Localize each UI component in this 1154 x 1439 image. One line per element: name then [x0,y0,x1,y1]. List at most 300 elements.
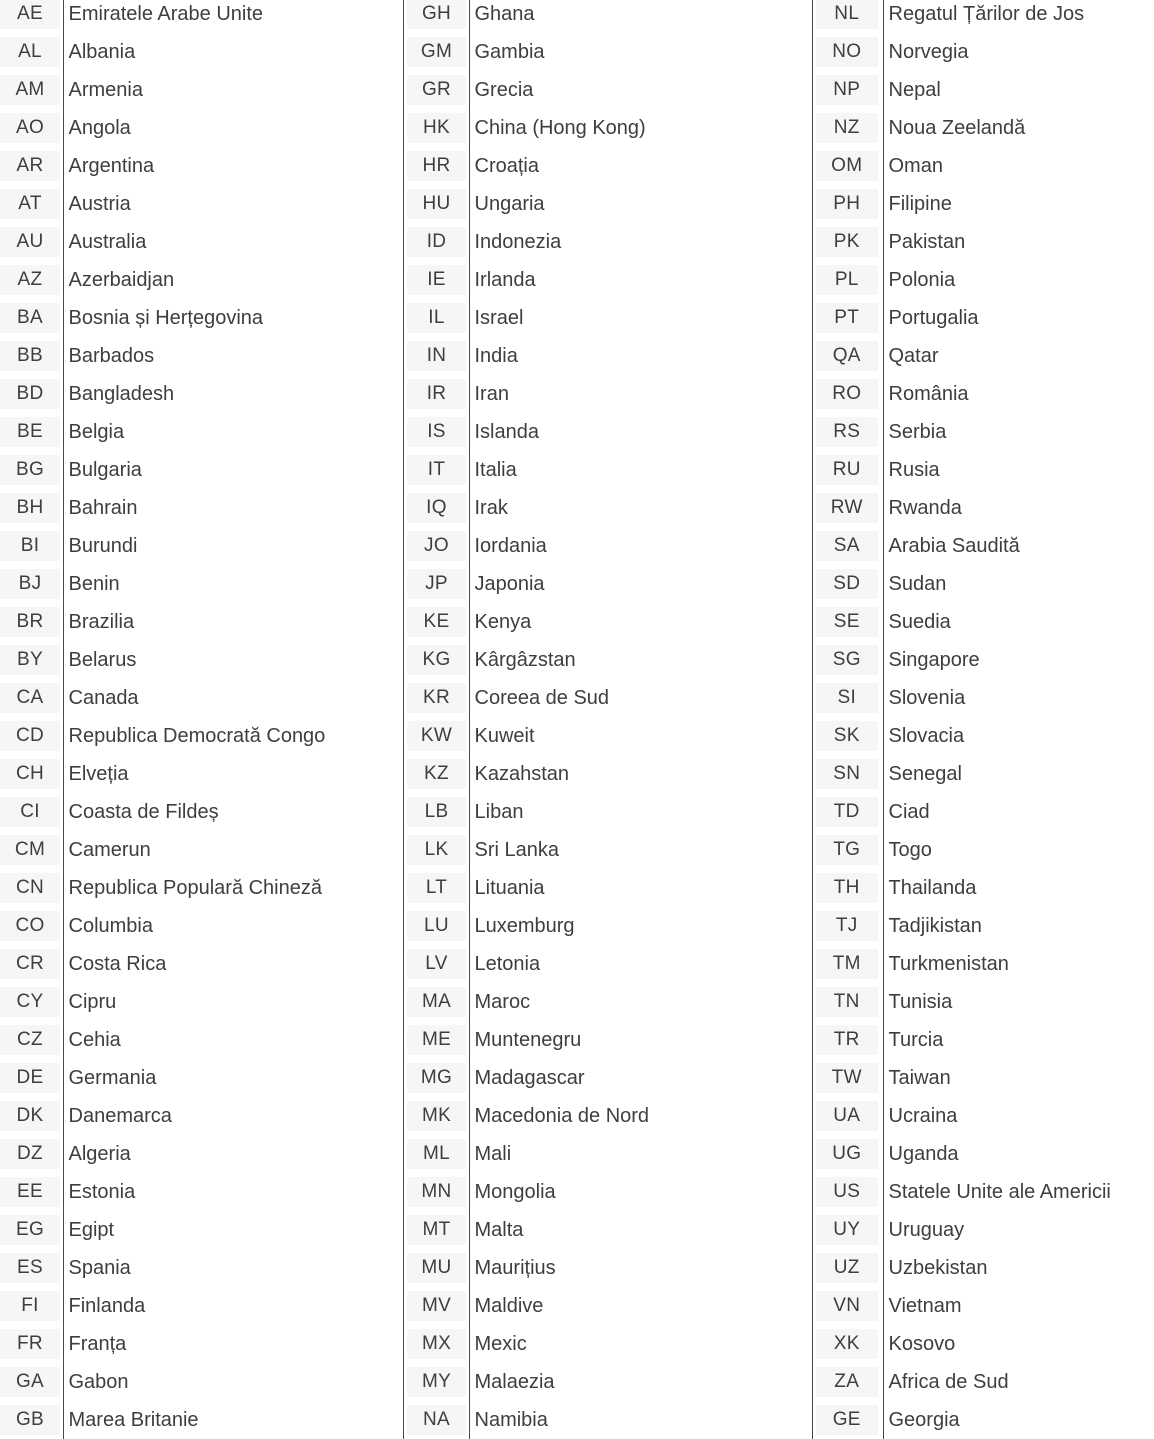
country-code-cell: CA [0,683,60,713]
country-code-column-cell [0,755,63,793]
country-code-column-cell [404,869,469,907]
country-code-column-cell [404,603,469,641]
table-row [0,717,403,755]
country-code-column-cell [0,945,63,983]
country-code-column-cell [404,33,469,71]
country-code-column-cell [404,755,469,793]
country-code-cell: CZ [0,1025,60,1055]
country-code-cell: PH [816,189,878,219]
country-code-column-cell [404,1135,469,1173]
country-code-column-cell [813,1211,883,1249]
table-row [813,375,1154,413]
country-code-column-cell [0,375,63,413]
country-name-cell: Coasta de Fildeș [63,793,404,831]
country-code-column-cell [813,603,883,641]
table-row [0,109,403,147]
table-row [404,413,812,451]
country-code-column-cell [0,1135,63,1173]
country-name-cell: Lituania [469,869,813,907]
country-name-cell: Burundi [63,527,404,565]
country-code-cell: BY [0,645,60,675]
country-code-column-cell [0,1401,63,1439]
country-code-cell: KW [407,721,466,751]
country-code-cell: JO [407,531,466,561]
country-code-column-cell [813,71,883,109]
table-row [404,1059,812,1097]
country-code-cell: CD [0,721,60,751]
table-row [0,793,403,831]
country-name-cell: Bosnia și Herțegovina [63,299,404,337]
table-row [0,451,403,489]
country-code-column-cell [0,793,63,831]
country-code-column-cell [404,1401,469,1439]
table-row [813,1173,1154,1211]
country-code-column-cell [0,185,63,223]
table-row [404,375,812,413]
country-code-cell: AO [0,113,60,143]
country-code-cell: ID [407,227,466,257]
country-code-cell: ME [407,1025,466,1055]
country-code-column-cell [813,33,883,71]
country-code-column-cell [404,1097,469,1135]
country-code-cell: SI [816,683,878,713]
country-name-cell: Pakistan [883,223,1154,261]
country-code-column-cell [813,1021,883,1059]
table-row [404,147,812,185]
country-name-cell: România [883,375,1154,413]
table-row [0,1211,403,1249]
country-code-column-cell [0,1059,63,1097]
country-code-column-cell [0,109,63,147]
table-row [813,1363,1154,1401]
country-name-cell: Namibia [469,1401,813,1439]
country-code-cell: LK [407,835,466,865]
country-code-column-cell [813,451,883,489]
table-row [0,33,403,71]
country-name-cell: Noua Zeelandă [883,109,1154,147]
country-name-cell: Taiwan [883,1059,1154,1097]
table-row [813,0,1154,33]
country-name-cell: Austria [63,185,404,223]
country-name-cell: Maroc [469,983,813,1021]
country-code-cell: CO [0,911,60,941]
country-code-cell: NO [816,37,878,67]
country-name-cell: Singapore [883,641,1154,679]
country-code-column-cell [404,717,469,755]
country-code-column-cell [0,869,63,907]
country-name-cell: Japonia [469,565,813,603]
table-row [0,831,403,869]
country-code-cell: AZ [0,265,60,295]
table-row [813,793,1154,831]
country-code-cell: EE [0,1177,60,1207]
country-name-cell: Irlanda [469,261,813,299]
country-code-cell: MG [407,1063,466,1093]
country-code-cell: GE [816,1405,878,1435]
country-name-cell: Bahrain [63,489,404,527]
country-code-cell: RS [816,417,878,447]
country-name-cell: Coreea de Sud [469,679,813,717]
table-row [0,337,403,375]
table-row [404,755,812,793]
country-name-cell: Portugalia [883,299,1154,337]
country-code-cell: ML [407,1139,466,1169]
country-code-cell: BH [0,493,60,523]
country-name-cell: Danemarca [63,1097,404,1135]
table-row [404,641,812,679]
country-name-cell: Regatul Țărilor de Jos [883,0,1154,33]
country-code-cell: MU [407,1253,466,1283]
country-name-cell: Belarus [63,641,404,679]
country-code-cell: GB [0,1405,60,1435]
country-code-column-cell [0,1249,63,1287]
table-row [813,71,1154,109]
country-code-column-cell [0,261,63,299]
table-row [813,679,1154,717]
country-code-cell: XK [816,1329,878,1359]
country-code-cell: US [816,1177,878,1207]
country-name-cell: Malta [469,1211,813,1249]
table-row [813,907,1154,945]
country-name-cell: Ghana [469,0,813,33]
country-code-column-cell [813,983,883,1021]
table-row [813,983,1154,1021]
country-name-cell: Germania [63,1059,404,1097]
table-row [404,565,812,603]
table-row [404,1173,812,1211]
table-row [813,1401,1154,1439]
table-row [813,413,1154,451]
country-code-cell: MY [407,1367,466,1397]
table-row [404,489,812,527]
country-code-column-cell [813,147,883,185]
country-code-column-cell [0,1363,63,1401]
table-row [0,907,403,945]
country-code-column-cell [0,679,63,717]
table-row [813,299,1154,337]
country-name-cell: Statele Unite ale Americii [883,1173,1154,1211]
country-name-cell: Emiratele Arabe Unite [63,0,404,33]
country-code-cell: BD [0,379,60,409]
country-code-cell: BA [0,303,60,333]
country-code-cell: IT [407,455,466,485]
country-table-column-3 [812,0,1154,1439]
country-code-cell: UZ [816,1253,878,1283]
country-name-cell: Kazahstan [469,755,813,793]
table-row [404,793,812,831]
country-name-cell: Ucraina [883,1097,1154,1135]
country-code-column-cell [813,1135,883,1173]
table-row [0,0,403,33]
table-row [404,1287,812,1325]
country-name-cell: Azerbaidjan [63,261,404,299]
country-code-column-cell [0,147,63,185]
table-row [0,945,403,983]
country-code-cell: SN [816,759,878,789]
country-name-cell: Oman [883,147,1154,185]
country-code-cell: SA [816,531,878,561]
country-code-column-cell [404,907,469,945]
country-code-cell: IE [407,265,466,295]
country-code-column-cell [813,1173,883,1211]
table-row [813,869,1154,907]
country-code-cell: AR [0,151,60,181]
country-code-column-cell [813,679,883,717]
country-code-column-cell [404,1287,469,1325]
country-name-cell: Egipt [63,1211,404,1249]
table-row [404,717,812,755]
country-code-column-cell [813,755,883,793]
table-row [404,527,812,565]
country-name-cell: Indonezia [469,223,813,261]
table-row [404,907,812,945]
country-code-cell: HK [407,113,466,143]
country-code-cell: BG [0,455,60,485]
country-code-column-cell [404,565,469,603]
country-code-cell: MV [407,1291,466,1321]
country-code-column-cell [813,1363,883,1401]
country-code-cell: LB [407,797,466,827]
country-code-cell: DE [0,1063,60,1093]
country-code-column-cell [0,33,63,71]
country-code-cell: AL [0,37,60,67]
country-name-cell: Albania [63,33,404,71]
country-name-cell: Belgia [63,413,404,451]
country-name-cell: Serbia [883,413,1154,451]
country-code-column-cell [404,1211,469,1249]
country-code-cell: BB [0,341,60,371]
table-row [0,147,403,185]
country-name-cell: Finlanda [63,1287,404,1325]
country-name-cell: Brazilia [63,603,404,641]
table-row [0,869,403,907]
table-row [404,1249,812,1287]
country-code-cell: ES [0,1253,60,1283]
table-row [404,261,812,299]
table-row [813,603,1154,641]
country-code-cell: CI [0,797,60,827]
country-code-cell: IQ [407,493,466,523]
country-code-column-cell [404,71,469,109]
country-code-cell: EG [0,1215,60,1245]
country-code-column-cell [813,1097,883,1135]
country-code-cell: SG [816,645,878,675]
table-row [0,413,403,451]
country-name-cell: Camerun [63,831,404,869]
country-code-column-cell [404,527,469,565]
country-code-column-cell [0,489,63,527]
country-name-cell: Cehia [63,1021,404,1059]
country-code-column-cell [0,603,63,641]
country-name-cell: Estonia [63,1173,404,1211]
country-code-cell: RU [816,455,878,485]
country-name-cell: Elveția [63,755,404,793]
country-code-column-cell [404,299,469,337]
country-code-column-cell [0,71,63,109]
country-code-column-cell [813,375,883,413]
country-code-cell: JP [407,569,466,599]
table-row [813,1097,1154,1135]
table-row [404,1325,812,1363]
country-code-column-cell [404,1021,469,1059]
table-row [813,147,1154,185]
country-code-cell: AE [0,0,60,29]
country-code-column-cell [0,1097,63,1135]
country-code-column-cell [0,831,63,869]
country-name-cell: Malaezia [469,1363,813,1401]
country-name-cell: Mongolia [469,1173,813,1211]
country-name-cell: Iran [469,375,813,413]
country-name-cell: Australia [63,223,404,261]
country-code-column-cell [813,717,883,755]
country-name-cell: India [469,337,813,375]
country-code-column-cell [404,1059,469,1097]
country-table-column-1 [0,0,403,1439]
country-code-column-cell [813,1249,883,1287]
country-code-cell: TD [816,797,878,827]
country-code-cell: CH [0,759,60,789]
country-code-column-cell [404,451,469,489]
country-name-cell: Tadjikistan [883,907,1154,945]
country-name-cell: Argentina [63,147,404,185]
country-code-cell: HU [407,189,466,219]
country-name-cell: Slovenia [883,679,1154,717]
country-code-column-cell [813,109,883,147]
country-code-column-cell [0,1173,63,1211]
country-name-cell: Bangladesh [63,375,404,413]
country-code-cell: PT [816,303,878,333]
table-row [404,223,812,261]
table-row [813,451,1154,489]
country-name-cell: Bulgaria [63,451,404,489]
country-code-column-cell [404,147,469,185]
table-row [404,1135,812,1173]
country-code-column-cell [0,1325,63,1363]
table-row [0,1173,403,1211]
country-code-cell: BR [0,607,60,637]
country-code-cell: NP [816,75,878,105]
country-name-cell: Nepal [883,71,1154,109]
country-code-column-cell [0,1211,63,1249]
country-name-cell: Grecia [469,71,813,109]
table-row [0,1021,403,1059]
country-code-column-cell [813,1401,883,1439]
country-name-cell: Gambia [469,33,813,71]
table-row [404,185,812,223]
country-name-cell: Qatar [883,337,1154,375]
table-row [404,1097,812,1135]
country-code-column-cell [813,1059,883,1097]
table-row [0,1097,403,1135]
country-code-column-cell [813,1325,883,1363]
table-row [813,565,1154,603]
country-code-column-cell [813,565,883,603]
country-name-cell: Benin [63,565,404,603]
table-row [813,337,1154,375]
country-code-column-cell [404,1363,469,1401]
table-row [0,1287,403,1325]
country-code-column-cell [813,185,883,223]
country-name-cell: Turkmenistan [883,945,1154,983]
table-row [0,641,403,679]
table-row [0,375,403,413]
country-code-column-cell [813,223,883,261]
country-code-column-cell [404,413,469,451]
table-row [404,603,812,641]
country-code-column-cell [0,641,63,679]
table-row [404,109,812,147]
table-row [404,33,812,71]
country-name-cell: Canada [63,679,404,717]
table-row [0,565,403,603]
country-code-column-cell [404,1249,469,1287]
country-code-column-cell [813,793,883,831]
country-code-cell: IS [407,417,466,447]
country-code-cell: NZ [816,113,878,143]
country-name-cell: Spania [63,1249,404,1287]
table-row [404,1363,812,1401]
country-code-cell: FR [0,1329,60,1359]
country-code-cell: TH [816,873,878,903]
country-code-cell: SE [816,607,878,637]
country-name-cell: Kuweit [469,717,813,755]
country-name-cell: Polonia [883,261,1154,299]
country-code-column-cell [404,679,469,717]
table-row [813,33,1154,71]
table-row [0,185,403,223]
country-name-cell: Republica Populară Chineză [63,869,404,907]
table-row [813,489,1154,527]
table-row [0,261,403,299]
country-code-cell: CM [0,835,60,865]
country-code-cell: MX [407,1329,466,1359]
country-code-cell: KG [407,645,466,675]
table-row [813,1249,1154,1287]
country-code-cell: LV [407,949,466,979]
country-name-cell: Franța [63,1325,404,1363]
country-code-cell: KE [407,607,466,637]
country-code-column-cell [813,1287,883,1325]
country-name-cell: Maldive [469,1287,813,1325]
table-row [0,1135,403,1173]
country-code-cell: KZ [407,759,466,789]
country-name-cell: Norvegia [883,33,1154,71]
table-row [0,1401,403,1439]
country-code-cell: UA [816,1101,878,1131]
country-code-column-cell [404,337,469,375]
country-code-cell: SK [816,721,878,751]
country-code-column-cell [404,261,469,299]
country-code-cell: GA [0,1367,60,1397]
country-code-cell: DK [0,1101,60,1131]
country-code-cell: FI [0,1291,60,1321]
country-code-column-cell [813,945,883,983]
table-row [404,983,812,1021]
table-row [0,489,403,527]
country-code-column-cell [404,0,469,33]
country-code-cell: KR [407,683,466,713]
country-name-cell: Uzbekistan [883,1249,1154,1287]
country-code-cell: TN [816,987,878,1017]
country-code-column-cell [813,831,883,869]
country-name-cell: Letonia [469,945,813,983]
country-name-cell: Arabia Saudită [883,527,1154,565]
table-row [404,0,812,33]
table-row [404,451,812,489]
country-code-cell: SD [816,569,878,599]
table-row [813,261,1154,299]
country-code-column-cell [0,223,63,261]
